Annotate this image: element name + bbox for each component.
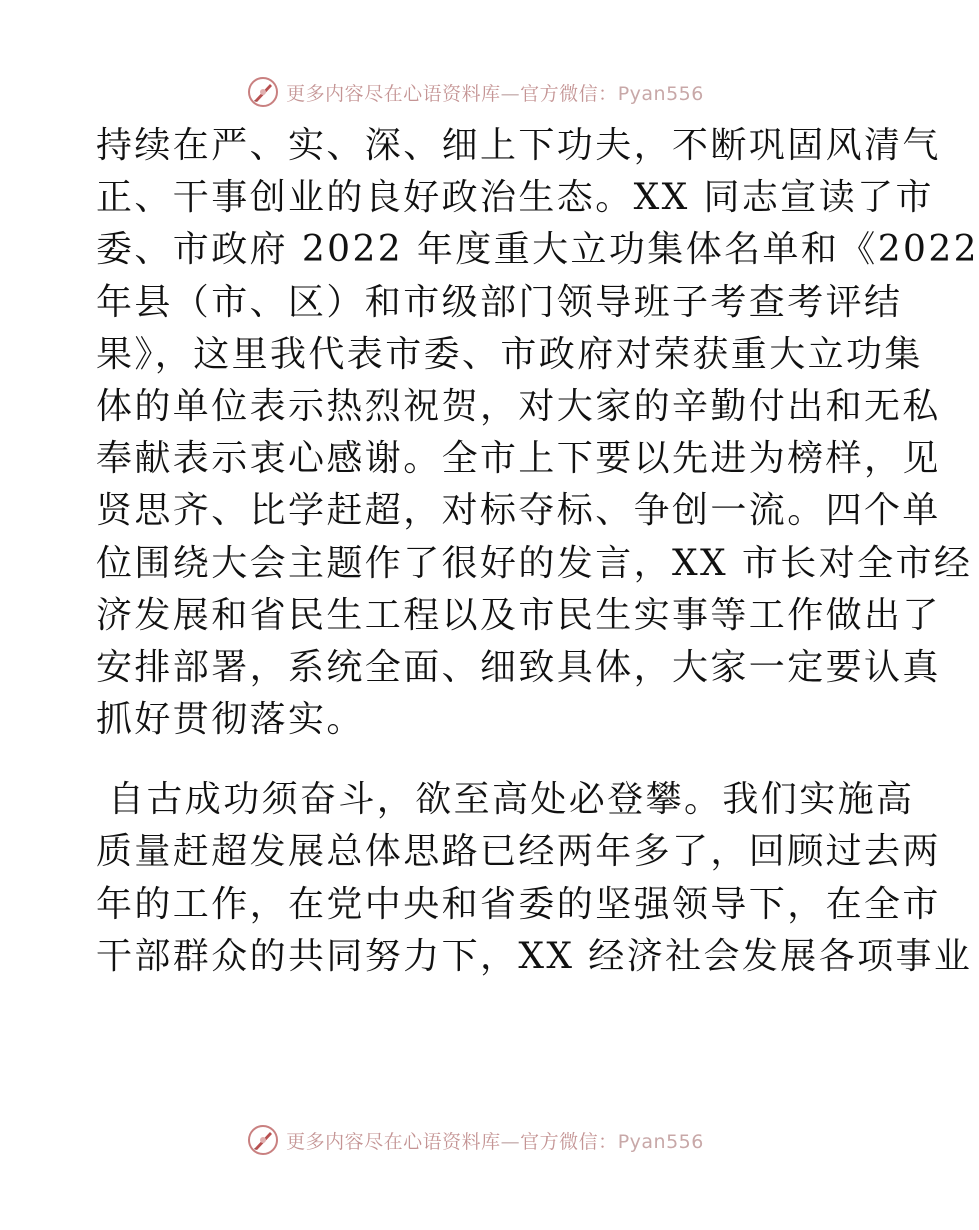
watermark-brand: 更多内容尽在心语资料库 (286, 1130, 501, 1153)
document-body (96, 120, 979, 983)
text-line: 体的单位表示热烈祝贺，对大家的辛勤付出和无私 (96, 385, 941, 427)
paragraph-gap (96, 746, 856, 774)
paragraph-2 (96, 774, 973, 983)
text-line: 自古成功须奋斗，欲至高处必登攀。我们实施高 (108, 779, 915, 821)
watermark-separator: — (500, 82, 521, 105)
header-watermark (0, 72, 950, 112)
text-line: 正、干事创业的良好政治生态。XX 同志宣读了市 (96, 177, 934, 219)
text-line: 位围绕大会主题作了很好的发言，XX 市长对全市经 (96, 542, 973, 584)
watermark-wechat-label: 官方微信： (520, 1130, 618, 1153)
watermark-wechat-id: Pyan556 (617, 1130, 704, 1153)
footer-watermark (0, 1120, 950, 1160)
watermark-brand: 更多内容尽在心语资料库 (286, 82, 501, 105)
text-line: 年县（市、区）和市级部门领导班子考查考评结 (96, 281, 903, 323)
watermark-separator: — (500, 1130, 521, 1153)
watermark-wechat-id: Pyan556 (617, 82, 704, 105)
quill-pen-logo-icon (246, 75, 280, 109)
watermark-wechat-label: 官方微信： (520, 82, 618, 105)
text-line: 质量赶超发展总体思路已经两年多了，回顾过去两 (96, 831, 941, 873)
text-line: 年的工作，在党中央和省委的坚强领导下，在全市 (96, 883, 941, 925)
text-line: 安排部署，系统全面、细致具体，大家一定要认真 (96, 646, 941, 688)
text-line: 干部群众的共同努力下，XX 经济社会发展各项事业 (96, 935, 973, 977)
text-line: 贤思齐、比学赶超，对标夺标、争创一流。四个单 (96, 490, 941, 532)
quill-pen-logo-icon (246, 1123, 280, 1157)
text-line: 济发展和省民生工程以及市民生实事等工作做出了 (96, 594, 941, 636)
text-line: 果》，这里我代表市委、市政府对荣获重大立功集 (96, 333, 923, 375)
paragraph-1 (96, 120, 979, 746)
text-line: 持续在严、实、深、细上下功夫，不断巩固风清气 (96, 125, 941, 166)
text-line: 委、市政府 2022 年度重大立功集体名单和《2022 (96, 229, 979, 271)
text-line: 抓好贯彻落实。 (96, 699, 365, 741)
text-line: 奉献表示衷心感谢。全市上下要以先进为榜样，见 (96, 438, 941, 480)
